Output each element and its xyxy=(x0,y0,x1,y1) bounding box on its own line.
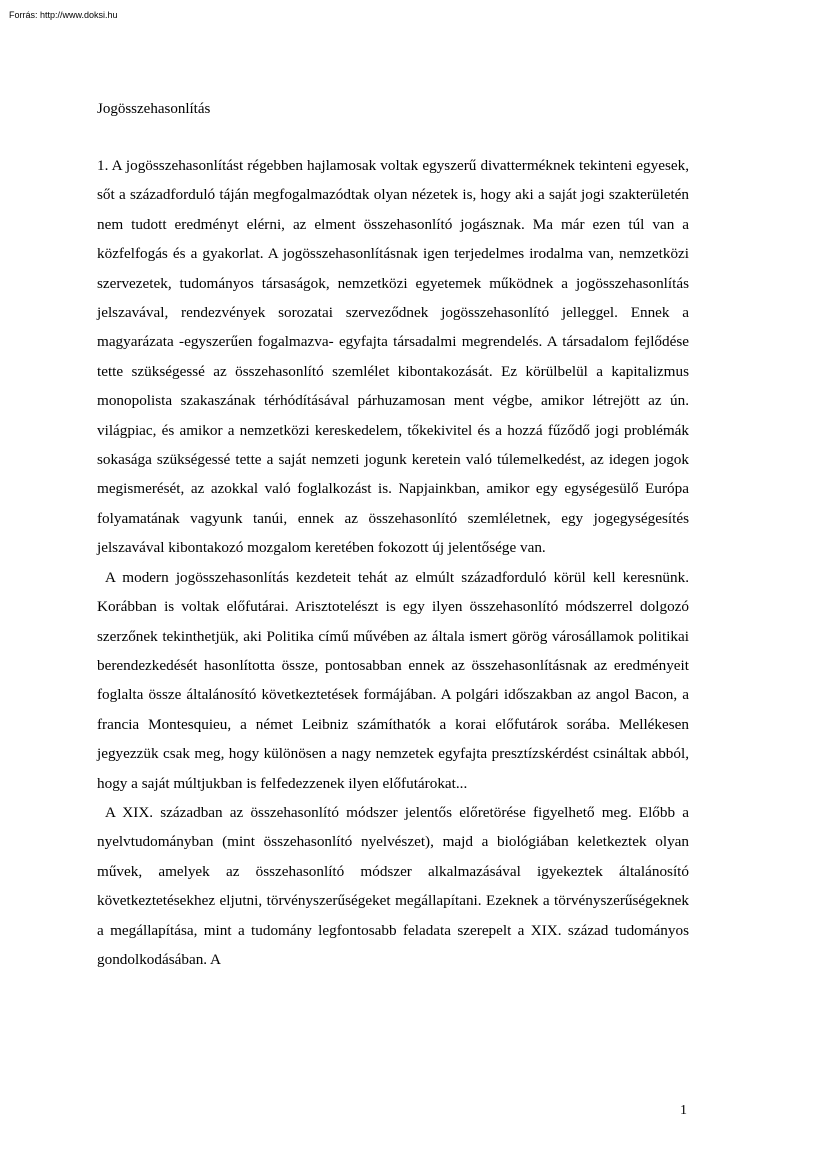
document-title: Jogösszehasonlítás xyxy=(97,101,211,117)
document-body xyxy=(97,151,689,974)
page-number: 1 xyxy=(680,1103,687,1118)
paragraph-3: A XIX. században az összehasonlító módszer jelentős előretörése figyelhető meg. Előbb a nyelvtudományban (mint összehasonlító nyelvészet), majd a biológiában keletkeztek olyan művek, amelyek az összehasonlító módszer alkalmazásával igyekeztek általánosító következtetésekhez eljutni, törvényszerűségeket megállapítani. Ezeknek a törvényszerűségeknek a megállapítása, mint a tudomány legfontosabb feladata szerepelt a XIX. század tudományos gondolkodásában. A xyxy=(97,803,689,968)
paragraph-1: 1. A jogösszehasonlítást régebben hajlamosak voltak egyszerű divatterméknek tekinteni egyesek, sőt a századforduló táján megfogalmazódtak olyan nézetek is, hogy aki a saját jogi szakterületén nem tudott eredményt elérni, az elment összehasonlító jogásznak. Ma már ezen túl van a közfelfogás és a gyakorlat. A jogösszehasonlításnak igen terjedelmes irodalma van, nemzetközi szervezetek, tudományos társaságok, nemzetközi egyetemek működnek a jogösszehasonlítás jelszavával, rendezvények sorozatai szerveződnek jogösszehasonlító jelleggel. Ennek a magyarázata -egyszerűen fogalmazva- egyfajta társadalmi megrendelés. A társadalom fejlődése tette szükségessé az összehasonlító szemlélet kibontakozását. Ez körülbelül a kapitalizmus monopolista szakaszának térhódításával párhuzamosan ment végbe, amikor létrejött az ún. világpiac, és amikor a nemzetközi kereskedelem, tőkekivitel és a hozzá fűződő jogi problémák sokasága szükségessé tette a saját nemzeti jogunk keretein való túlemelkedést, az idegen jogok megismerését, az azokkal való foglalkozást is. Napjainkban, amikor egy egységesülő Európa folyamatának vagyunk tanúi, ennek az összehasonlító szemléletnek, egy jogegységesítés jelszavával kibontakozó mozgalom keretében fokozott új jelentősége van. xyxy=(97,157,689,557)
source-label: Forrás: http://www.doksi.hu xyxy=(9,10,118,20)
paragraph-2: A modern jogösszehasonlítás kezdeteit tehát az elmúlt századforduló körül kell keresnünk. Korábban is voltak előfutárai. Arisztotelészt is egy ilyen összehasonlító módszerrel dolgozó szerzőnek tekinthetjük, aki Politika című művében az általa ismert görög városállamok politikai berendezkedését hasonlította össze, pontosabban ennek az összehasonlításnak az eredményeit foglalta össze általánosító következtetések formájában. A polgári időszakban az angol Bacon, a francia Montesquieu, a német Leibniz számíthatók a korai előfutárok sorába. Mellékesen jegyezzük csak meg, hogy különösen a nagy nemzetek egyfajta presztízskérdést csináltak abból, hogy a saját múltjukban is felfedezzenek ilyen előfutárokat... xyxy=(97,568,689,792)
